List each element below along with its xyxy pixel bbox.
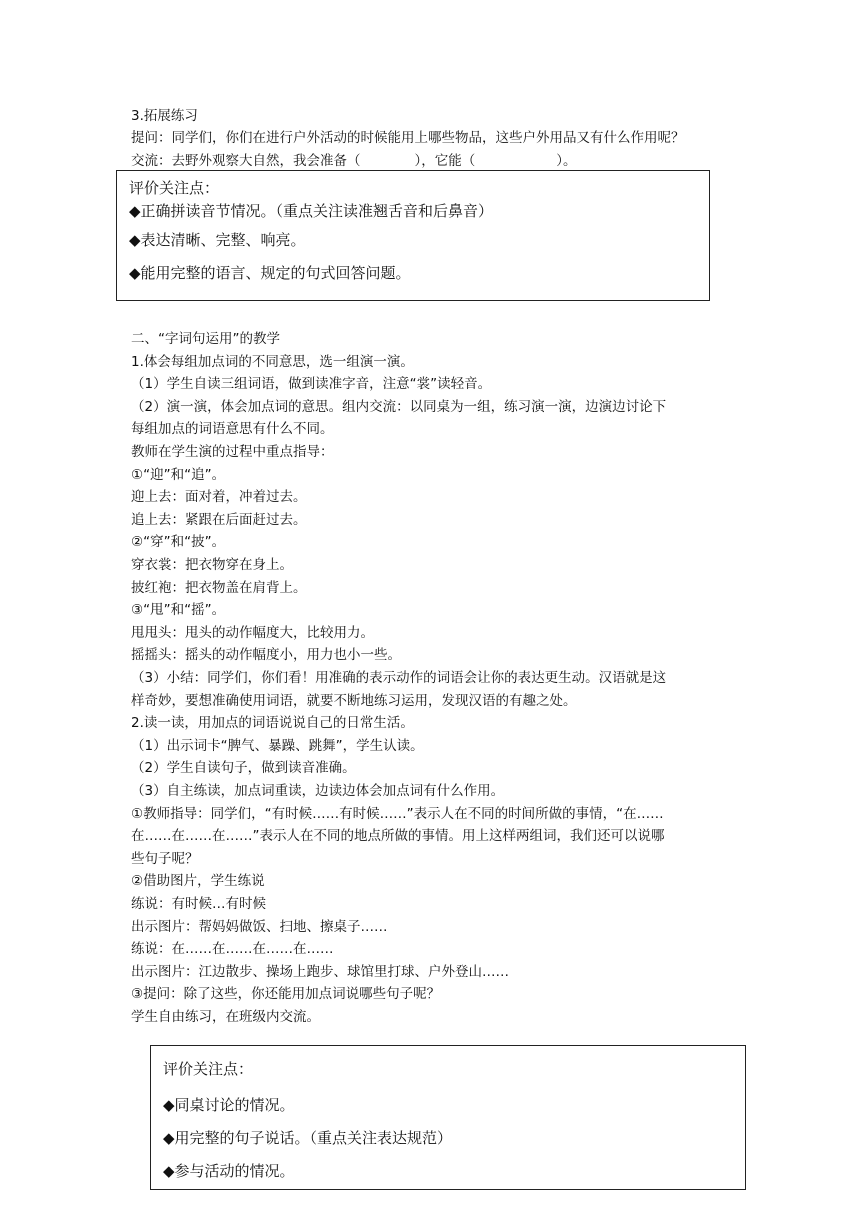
body-line: 2.读一读，用加点的词语说说自己的日常生活。 — [131, 715, 414, 732]
body-line: ③提问：除了这些，你还能用加点词说哪些句子呢？ — [131, 986, 441, 1003]
body-line: （3）小结：同学们，你们看！用准确的表示动作的词语会让你的表达更生动。汉语就是这 — [131, 670, 667, 686]
body-line: （1）学生自读三组词语，做到读准字音，注意“裳”读轻音。 — [131, 376, 492, 393]
exchange-text: 交流：去野外观察大自然，我会准备（ ），它能（ ）。 — [131, 153, 577, 169]
evaluation-item: ◆用完整的句子说话。（重点关注表达规范） — [163, 1129, 453, 1147]
body-line: ②“穿”和“披”。 — [131, 534, 226, 551]
body-line: （1）出示词卡“脾气、暴躁、跳舞”，学生认读。 — [131, 737, 424, 754]
body-line: 披红袍：把衣物盖在肩背上。 — [131, 579, 307, 596]
body-line: 样奇妙，要想准确使用词语，就要不断地练习运用，发现汉语的有趣之处。 — [131, 692, 577, 709]
body-line: 穿衣裳：把衣物穿在身上。 — [131, 557, 293, 573]
body-line: 些句子呢？ — [131, 850, 199, 867]
body-line: 追上去：紧跟在后面赶过去。 — [131, 511, 307, 528]
body-line: 甩甩头：甩头的动作幅度大，比较用力。 — [131, 624, 374, 641]
evaluation-item: ◆参与活动的情况。 — [163, 1162, 295, 1180]
section-heading: 二、“字词句运用”的教学 — [131, 331, 280, 347]
body-line: （3）自主练读，加点词重读，边读边体会加点词有什么作用。 — [131, 783, 505, 799]
body-line: 学生自由练习，在班级内交流。 — [131, 1009, 320, 1025]
section-heading: 3.拓展练习 — [131, 108, 198, 124]
question-text: 提问：同学们，你们在进行户外活动的时候能用上哪些物品，这些户外用品又有什么作用呢？ — [131, 130, 685, 146]
evaluation-item: ◆表达清晰、完整、响亮。 — [129, 231, 306, 249]
evaluation-item: ◆同桌讨论的情况。 — [163, 1096, 295, 1114]
evaluation-title: 评价关注点： — [163, 1060, 254, 1078]
body-line: 出示图片：江边散步、操场上跑步、球馆里打球、户外登山…… — [131, 963, 509, 980]
body-line: 教师在学生演的过程中重点指导： — [131, 444, 334, 460]
body-line: ③“甩”和“摇”。 — [131, 602, 226, 619]
body-line: ①教师指导：同学们，“有时候……有时候……”表示人在不同的时间所做的事情，“在…… — [131, 805, 664, 822]
body-line: 1.体会每组加点词的不同意思，选一组演一演。 — [131, 353, 414, 370]
body-line: 迎上去：面对着，冲着过去。 — [131, 489, 307, 506]
body-line: （2）演一演，体会加点词的意思。组内交流：以同桌为一组，练习演一演，边演边讨论下 — [131, 398, 667, 415]
body-line: 出示图片：帮妈妈做饭、扫地、擦桌子…… — [131, 918, 388, 935]
body-line: 每组加点的词语意思有什么不同。 — [131, 421, 334, 438]
evaluation-box — [150, 1045, 746, 1190]
body-line: （2）学生自读句子，做到读音准确。 — [131, 760, 356, 777]
body-line: 在……在……在……”表示人在不同的地点所做的事情。用上这样两组词，我们还可以说哪 — [131, 828, 665, 845]
body-line: 练说：有时候…有时候 — [131, 896, 266, 912]
body-line: ②借助图片，学生练说 — [131, 873, 265, 890]
evaluation-title: 评价关注点： — [129, 179, 220, 197]
evaluation-item: ◆能用完整的语言、规定的句式回答问题。 — [129, 264, 411, 282]
body-line: 摇摇头：摇头的动作幅度小，用力也小一些。 — [131, 647, 401, 664]
evaluation-item: ◆正确拼读音节情况。（重点关注读准翘舌音和后鼻音） — [129, 202, 494, 220]
body-line: 练说：在……在……在……在…… — [131, 941, 334, 958]
evaluation-box — [116, 170, 710, 301]
body-line: ①“迎”和“追”。 — [131, 466, 226, 483]
